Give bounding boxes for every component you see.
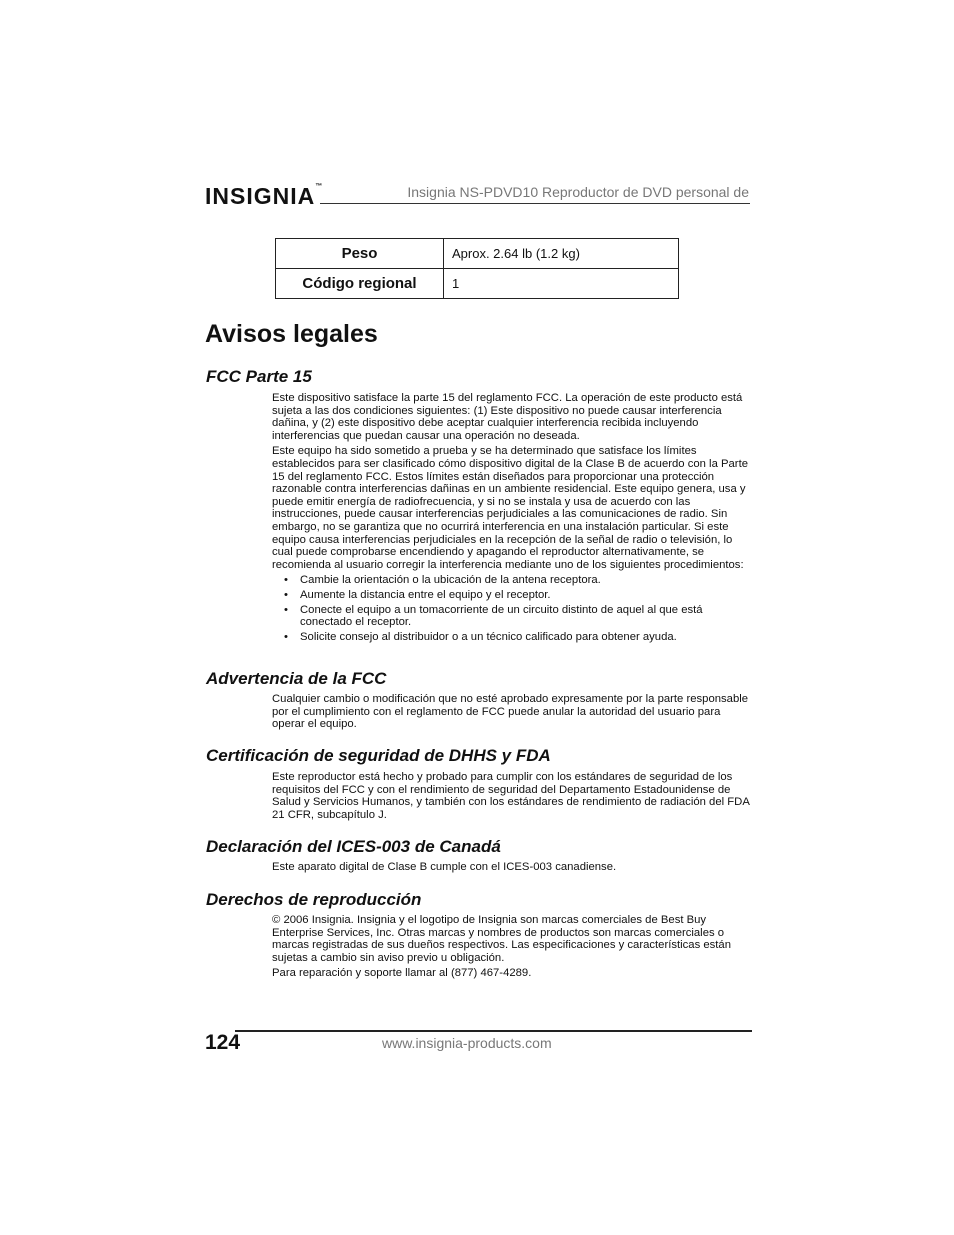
paragraph: Este aparato digital de Clase B cumple con el ICES-003 canadiense. xyxy=(272,861,617,873)
bullet-icon: • xyxy=(284,631,288,644)
logo-text: INSIGNIA xyxy=(205,183,316,209)
section-title-copyright: Derechos de reproducción xyxy=(206,890,422,909)
page-title: Avisos legales xyxy=(205,320,378,348)
paragraph: Este equipo ha sido sometido a prueba y se ha determinado que satisface los límites establecidos para ser clasificado cómo dispositivo digital de la Clase B de acuerdo con la Parte 15 del reglamento FCC. Estos límites están diseñados para proporcionar una protección razonable contra interferencias dañinas en un ambiente residencial. Este equipo genera, usa y puede emitir energía de radiofrecuencia, y si no se instala y usa de acuerdo con las instrucciones, puede causar interferencias perjudiciales a las comunicaciones de radio. Sin embargo, no se garantiza que no ocurrirá interferencia en una instalación particular. Si este equipo causa interferencias perjudiciales en la recepción de la señal de radio o televisión, lo cual puede comprobarse encendiendo y apagando el reproductor alternativamente, se recomienda al usuario corregir la interferencia mediante uno de los siguientes procedimientos: xyxy=(272,445,748,571)
section-body-dhhs-fda xyxy=(272,771,750,824)
list-item-text: Conecte el equipo a un tomacorriente de un circuito distinto de aquel al que está conectado el receptor. xyxy=(300,603,703,629)
footer-url: www.insignia-products.com xyxy=(382,1035,552,1051)
paragraph: Este reproductor está hecho y probado para cumplir con los estándares de seguridad de los requisitos del FCC y con el rendimiento de seguridad del Departamento Estadounidense de Salud y Servicios Humanos, y también con los estándares de rendimiento de radiación del FDA 21 CFR, subcapítulo J. xyxy=(272,771,750,821)
section-title-dhhs-fda: Certificación de seguridad de DHHS y FDA xyxy=(206,746,551,765)
list-item-text: Cambie la orientación o la ubicación de la antena receptora. xyxy=(300,574,601,587)
list-item-text: Aumente la distancia entre el equipo y el receptor. xyxy=(300,589,551,602)
bullet-icon: • xyxy=(284,574,288,587)
paragraph: © 2006 Insignia. Insignia y el logotipo de Insignia son marcas comerciales de Best Buy Enterprise Services, Inc. Otras marcas y nombres de productos son marcas comerciales o marcas registradas de sus dueños respectivos. Las especificaciones y características están sujetas a cambio sin aviso previo u obligación. xyxy=(272,914,731,964)
insignia-logo xyxy=(205,183,322,210)
spec-value: Aprox. 2.64 lb (1.2 kg) xyxy=(444,239,679,269)
paragraph: Para reparación y soporte llamar al (877) 467-4289. xyxy=(272,967,532,980)
spec-label: Código regional xyxy=(276,269,444,299)
header-rule xyxy=(320,203,750,204)
specs-table xyxy=(275,238,679,299)
section-title-fcc-warning: Advertencia de la FCC xyxy=(206,669,387,688)
table-row xyxy=(276,269,679,299)
paragraph: Este dispositivo satisface la parte 15 del reglamento FCC. La operación de este producto está sujeta a las dos condiciones siguientes: (1) Este dispositivo no puede causar interferencia dañina, y (2) este dispositivo debe aceptar cualquier interferencia recibida incluyendo interferencias que puedan causar una operación no deseada. xyxy=(272,392,743,442)
bullet-list xyxy=(272,574,750,644)
paragraph: Cualquier cambio o modificación que no esté aprobado expresamente por la parte responsable por el cumplimiento con el reglamento de FCC puede anular la autoridad del usuario para operar el equipo. xyxy=(272,693,749,731)
bullet-icon: • xyxy=(284,589,288,602)
spec-label: Peso xyxy=(276,239,444,269)
list-item xyxy=(272,574,750,587)
bullet-icon: • xyxy=(284,603,288,616)
table-row xyxy=(276,239,679,269)
trademark-symbol: ™ xyxy=(315,183,323,190)
section-title-ices-003: Declaración del ICES-003 de Canadá xyxy=(206,837,501,856)
list-item xyxy=(272,631,750,644)
running-header: Insignia NS-PDVD10 Reproductor de DVD personal de xyxy=(407,184,749,200)
section-body-copyright xyxy=(272,914,750,983)
list-item xyxy=(272,604,750,629)
section-body-fcc-warning xyxy=(272,693,750,734)
section-body-ices-003 xyxy=(272,861,750,877)
section-title-fcc-15: FCC Parte 15 xyxy=(206,367,312,386)
page-number: 124 xyxy=(205,1031,241,1054)
footer-rule xyxy=(235,1030,752,1032)
section-body-fcc-15 xyxy=(272,392,750,646)
spec-value: 1 xyxy=(444,269,679,299)
list-item-text: Solicite consejo al distribuidor o a un técnico calificado para obtener ayuda. xyxy=(300,631,677,644)
list-item xyxy=(272,589,750,602)
